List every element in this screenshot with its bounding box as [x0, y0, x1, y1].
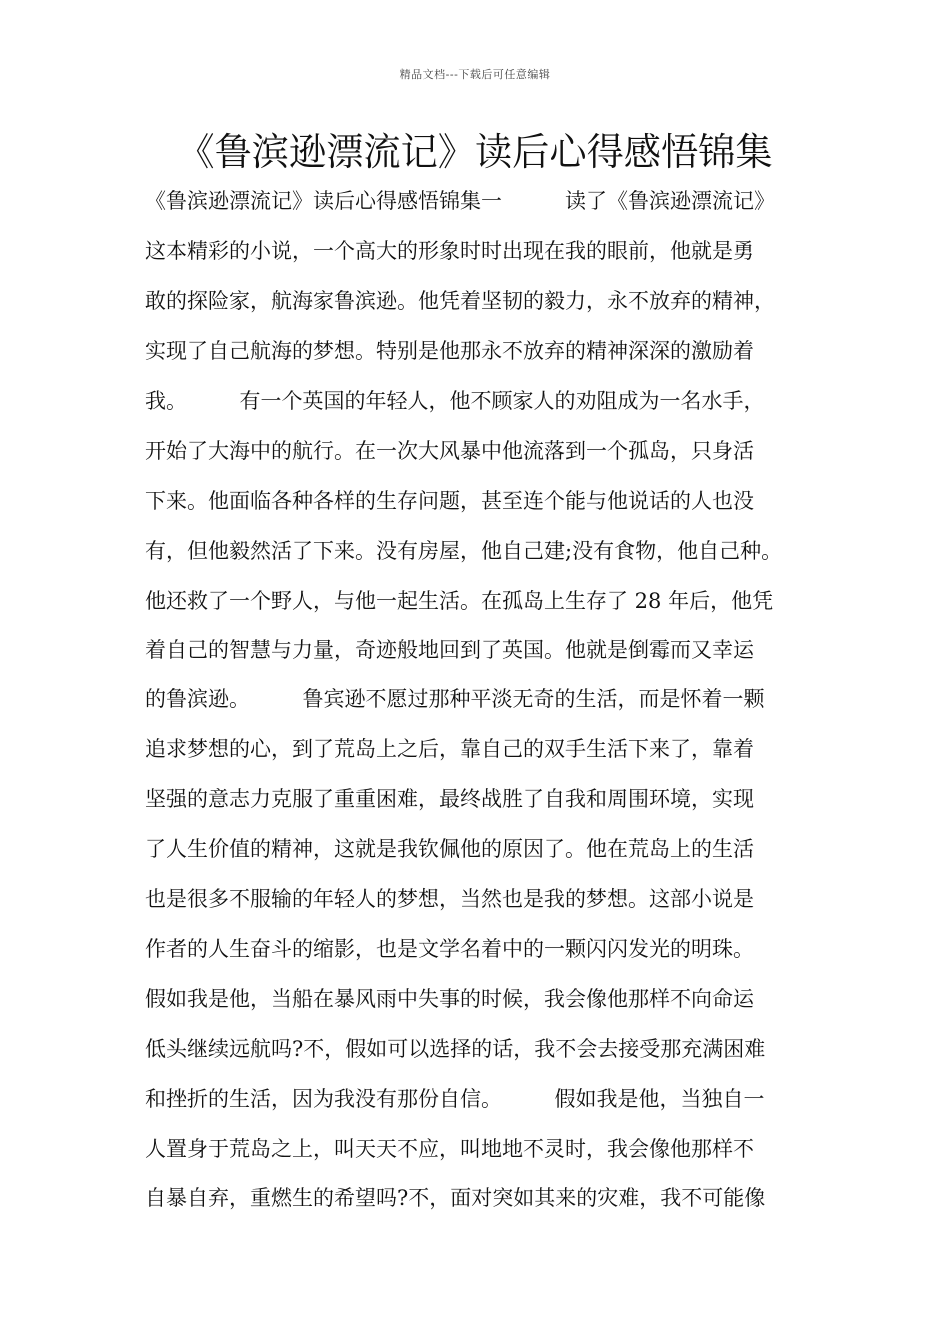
body-line-3: 敢的探险家，航海家鲁滨逊。他凭着坚韧的毅力，永不放弃的精神，	[145, 289, 775, 313]
body-line-10: 着自己的智慧与力量，奇迹般地回到了英国。他就是倒霉而又幸运	[145, 638, 754, 662]
body-line-18: 低头继续远航吗?不，假如可以选择的话，我不会去接受那充满困难	[145, 1037, 766, 1061]
page-header: 精品文档---下载后可任意编辑	[399, 68, 551, 81]
body-line-7: 下来。他面临各种各样的生存问题，甚至连个能与他说话的人也没	[145, 489, 754, 513]
body-line-19: 和挫折的生活，因为我没有那份自信。 假如我是他，当独自一	[145, 1087, 765, 1111]
body-line-14: 了人生价值的精神，这就是我钦佩他的原因了。他在荒岛上的生活	[145, 837, 754, 861]
document-title: 《鲁滨逊漂流记》读后心得感悟锦集	[177, 130, 773, 174]
body-line-9: 他还救了一个野人，与他一起生活。在孤岛上生存了 28 年后，他凭	[145, 589, 774, 613]
body-line-16: 作者的人生奋斗的缩影，也是文学名着中的一颗闪闪发光的明珠。	[145, 937, 754, 961]
body-line-17: 假如我是他，当船在暴风雨中失事的时候，我会像他那样不向命运	[145, 987, 754, 1011]
body-line-1: 《鲁滨逊漂流记》读后心得感悟锦集一 读了《鲁滨逊漂流记》	[145, 189, 775, 213]
body-line-15: 也是很多不服输的年轻人的梦想，当然也是我的梦想。这部小说是	[145, 887, 754, 911]
body-line-2: 这本精彩的小说，一个高大的形象时时出现在我的眼前，他就是勇	[145, 239, 754, 263]
body-line-5: 我。 有一个英国的年轻人，他不顾家人的劝阻成为一名水手，	[145, 389, 765, 413]
body-line-11: 的鲁滨逊。 鲁宾逊不愿过那种平淡无奇的生活，而是怀着一颗	[145, 687, 765, 711]
body-line-8: 有，但他毅然活了下来。没有房屋，他自己建;没有食物，他自己种。	[145, 539, 783, 563]
body-line-13: 坚强的意志力克服了重重困难，最终战胜了自我和周围环境，实现	[145, 787, 754, 811]
body-line-6: 开始了大海中的航行。在一次大风暴中他流落到一个孤岛，只身活	[145, 439, 754, 463]
body-line-21: 自暴自弃，重燃生的希望吗?不，面对突如其来的灾难，我不可能像	[145, 1186, 766, 1210]
body-line-4: 实现了自己航海的梦想。特别是他那永不放弃的精神深深的激励着	[145, 339, 754, 363]
body-line-12: 追求梦想的心，到了荒岛上之后，靠自己的双手生活下来了，靠着	[145, 737, 754, 761]
body-line-20: 人置身于荒岛之上，叫天天不应，叫地地不灵时，我会像他那样不	[145, 1137, 754, 1161]
